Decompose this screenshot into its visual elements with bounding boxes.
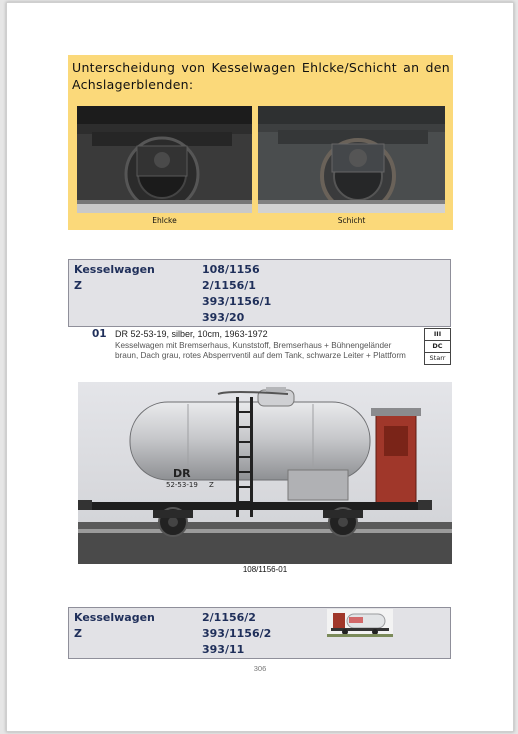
catalog-number: 393/20 bbox=[202, 311, 245, 324]
catalog-number: 393/11 bbox=[202, 643, 245, 656]
intro-text: Unterscheidung von Kesselwagen Ehlcke/Schicht an den Achslagerblenden: bbox=[72, 60, 450, 92]
intro-box bbox=[68, 55, 453, 230]
wagon-header-block-1 bbox=[68, 259, 451, 327]
item-title: DR 52-53-19, silber, 10cm, 1963-1972 bbox=[115, 329, 268, 339]
photo-schicht-axle bbox=[258, 106, 445, 213]
wagon-class-marking: Z bbox=[209, 481, 214, 489]
catalog-number: 108/1156 bbox=[202, 263, 260, 276]
header-class-label: Z bbox=[74, 627, 82, 640]
catalog-number: 393/1156/1 bbox=[202, 295, 272, 308]
catalog-number: 393/1156/2 bbox=[202, 627, 272, 640]
tag-current: DC bbox=[425, 341, 450, 353]
wagon-header-block-2 bbox=[68, 607, 451, 659]
wagon-photo-caption: 108/1156-01 bbox=[242, 565, 288, 574]
item-number: 01 bbox=[92, 328, 107, 340]
wagon-number-marking: 52-53-19 bbox=[166, 481, 198, 489]
wagon-thumbnail bbox=[327, 609, 393, 637]
document-page bbox=[6, 2, 514, 732]
header-type-label: Kesselwagen bbox=[74, 263, 155, 276]
item-tags bbox=[424, 328, 451, 365]
caption-schicht: Schicht bbox=[337, 216, 366, 225]
page-number: 306 bbox=[253, 664, 267, 673]
item-description: Kesselwagen mit Bremserhaus, Kunststoff, Bremserhaus + Bühnengeländer braun, Dach grau, rotes Absperrventil auf dem Tank, schwarze Leiter + Plattform bbox=[115, 341, 406, 360]
photo-ehlcke-axle bbox=[77, 106, 252, 213]
catalog-number: 2/1156/2 bbox=[202, 611, 256, 624]
wagon-road-marking: DR bbox=[173, 467, 191, 480]
caption-ehlcke: Ehlcke bbox=[152, 216, 177, 225]
header-class-label: Z bbox=[74, 279, 82, 292]
tag-epoch: III bbox=[425, 329, 450, 341]
wagon-photo bbox=[78, 382, 452, 564]
catalog-number: 2/1156/1 bbox=[202, 279, 256, 292]
tag-coupling: Starr bbox=[429, 354, 446, 362]
header-type-label: Kesselwagen bbox=[74, 611, 155, 624]
